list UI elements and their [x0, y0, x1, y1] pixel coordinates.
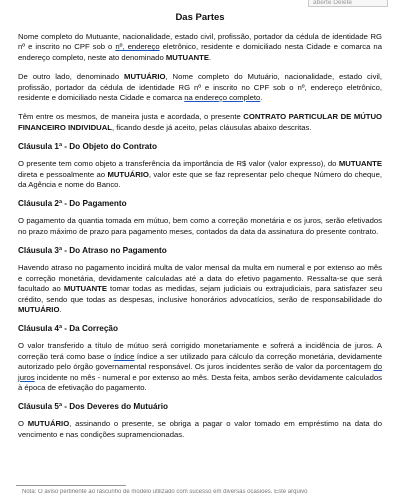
text-span: incidente no mês - numeral e por extenso ao mês. Desta feita, ambos serão devidamente calculados à época de efetivação do pagamento.	[18, 372, 382, 392]
document-section-title: Das Partes	[175, 12, 225, 23]
interest-link[interactable]: do juros	[18, 362, 382, 382]
text-span: , valor este que se faz representar pelo cheque Número do cheque, da Agência e nome do Banco.	[18, 169, 382, 190]
clause-5-text	[18, 419, 382, 440]
clause-3-text	[18, 263, 382, 315]
party-mutuante-paragraph	[18, 32, 382, 63]
text-span: Têm entre os mesmos, de maneira justa e acordada, o presente	[18, 112, 244, 122]
address-link[interactable]: nº, endereço	[115, 42, 160, 52]
clause-1-text	[18, 159, 382, 190]
text-span: , ficando desde já aceito, pelas cláusulas abaixo descritas.	[111, 122, 312, 132]
text-span: .	[260, 93, 263, 103]
text-span: índice a ser utilizado para cálculo da correção monetária, devidamente autorizado pelo órgão governamental responsável. Os juros incidentes serão de valor da porcentagem	[18, 351, 382, 372]
text-span: .	[59, 304, 62, 314]
bold-term: MUTUANTE	[338, 159, 382, 169]
bold-term: MUTUÁRIO	[18, 304, 60, 314]
clause-4-text	[18, 341, 382, 393]
text-span: O presente tem como objeto a transferência da importância de R$ valor (valor expresso), do	[18, 159, 339, 169]
bold-term: MUTUÁRIO	[107, 169, 149, 179]
bold-term: MUTUÁRIO	[124, 72, 166, 82]
text-span: direta e pessoalmente ao	[18, 169, 108, 179]
search-field[interactable]: aberte Delete	[308, 0, 388, 7]
text-span: O	[18, 419, 28, 429]
clause-2-title: Cláusula 2ª - Do Pagamento	[18, 199, 127, 209]
clause-4-title: Cláusula 4ª - Da Correção	[18, 324, 118, 334]
footnote: Nota: O aviso pertinente ao rascunho de modelo utilizado com sucesso em diversas ocasiões. Este arquivo	[22, 489, 308, 495]
bold-term: MUTUÁRIO	[27, 419, 70, 429]
clause-1-title: Cláusula 1ª - Do Objeto do Contrato	[18, 142, 158, 152]
top-toolbar	[0, 0, 400, 9]
text-span: O valor transferido a título de mútuo será corrigido monetariamente e sofrerá a incidência de juros. A correção terá como base o	[18, 341, 382, 361]
index-link[interactable]: índice	[113, 351, 135, 361]
bold-term: MUTUANTE	[63, 284, 107, 294]
text-span: tomar todas as medidas, sejam judiciais ou extrajudiciais, para satisfazer seu crédito, sendo que todas as despesas, inclusive honorários advocatícios, serão de responsabilidade do	[18, 284, 382, 304]
text-span: , assinando o presente, se obriga a pagar o valor tomado em empréstimo na data do vencimento e nas condições supramencionadas.	[18, 419, 382, 439]
clause-5-title: Cláusula 5ª - Dos Deveres do Mutuário	[18, 402, 168, 412]
agreement-paragraph	[18, 112, 382, 133]
clause-2-text: O pagamento da quantia tomada em mútuo, bem como a correção monetária e os juros, serão efetivados no prazo máximo de prazo para pagamento meses, contados da data da assinatura do presente contrato.	[18, 216, 382, 236]
text-span: Havendo atraso no pagamento incidirá multa de valor mensal da multa em numeral e por extenso ao mês e correção monetária, devidamente calculadas até a data do efetivo pagamento. Ressalta-se que será facultado ao	[18, 263, 382, 294]
address-link[interactable]: na endereço completo	[184, 93, 261, 103]
text-span: , Nome completo do Mutuário, nacionalidade, estado civil, profissão, portador da cédula de identidade RG nº e inscrito no CPF sob o nº, endereço eletrônico, residente e domiciliado nesta Cidade e comarca	[18, 72, 382, 103]
text-span: eletrônico, residente e domiciliado nesta Cidade e comarca na endereço completo, neste ato denominado	[18, 42, 382, 62]
text-span: .	[209, 52, 212, 62]
text-span: De outro lado, denominado	[18, 72, 125, 82]
bold-term: CONTRATO PARTICULAR DE MÚTUO FINANCEIRO INDIVIDUAL	[18, 112, 382, 132]
footnote-divider	[16, 485, 126, 486]
party-mutuario-paragraph	[18, 72, 382, 103]
bold-term: MUTUANTE	[165, 52, 210, 62]
clause-3-title: Cláusula 3ª - Do Atraso no Pagamento	[18, 246, 167, 256]
text-span: Nome completo do Mutuante, nacionalidade, estado civil, profissão, portador da cédula de identidade RG nº e inscrito no CPF sob o	[18, 32, 382, 52]
document-body	[18, 12, 382, 449]
